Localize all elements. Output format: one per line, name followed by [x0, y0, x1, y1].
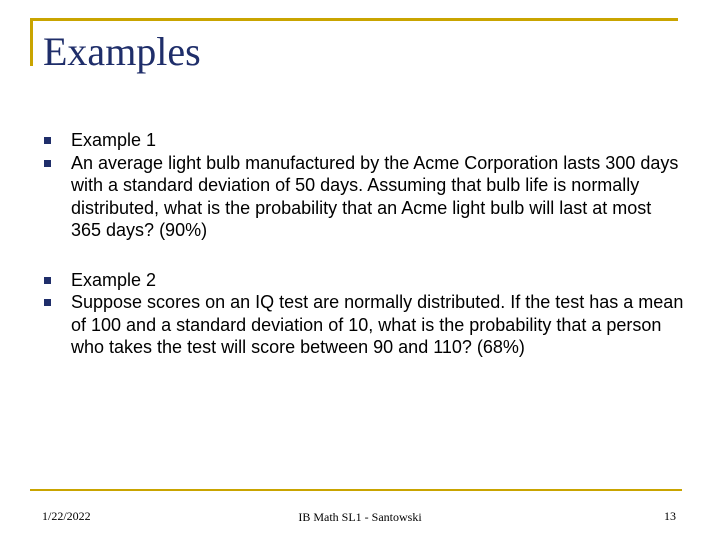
footer-course-label: IB Math SL1 - Santowski: [298, 510, 422, 524]
square-bullet-icon: [44, 160, 51, 167]
bullet-text: Example 2: [71, 269, 157, 290]
footer-date: 1/22/2022: [42, 509, 91, 523]
bullet-text: Suppose scores on an IQ test are normally distributed. If the test has a mean of 100 and a standard deviation of 10, what is the probability that a person who takes the test will score between 90 and 110? (68%): [71, 292, 684, 357]
bullet-list: [40, 129, 685, 359]
title-accent-rule-left: [30, 18, 33, 66]
bullet-item-example-1-question: [40, 152, 685, 242]
bullet-text: Example 1: [71, 130, 157, 150]
bullet-item-example-2-question: [40, 291, 685, 359]
bullet-item-example-2-heading: [40, 269, 685, 292]
square-bullet-icon: [44, 299, 51, 306]
square-bullet-icon: [44, 137, 51, 144]
slide-title: Examples: [43, 29, 201, 74]
bullet-text: An average light bulb manufactured by the Acme Corporation lasts 300 days with a standard deviation of 50 days. Assuming that bulb life is normally distributed, what is the probability that an Acme light bulb will last at most 365 days? (90%): [71, 152, 679, 240]
bullet-item-example-1-heading: [40, 129, 685, 152]
square-bullet-icon: [44, 277, 51, 284]
footer-divider: [30, 489, 682, 491]
footer-page-number: 13: [664, 509, 676, 523]
title-accent-rule-top: [30, 18, 678, 21]
